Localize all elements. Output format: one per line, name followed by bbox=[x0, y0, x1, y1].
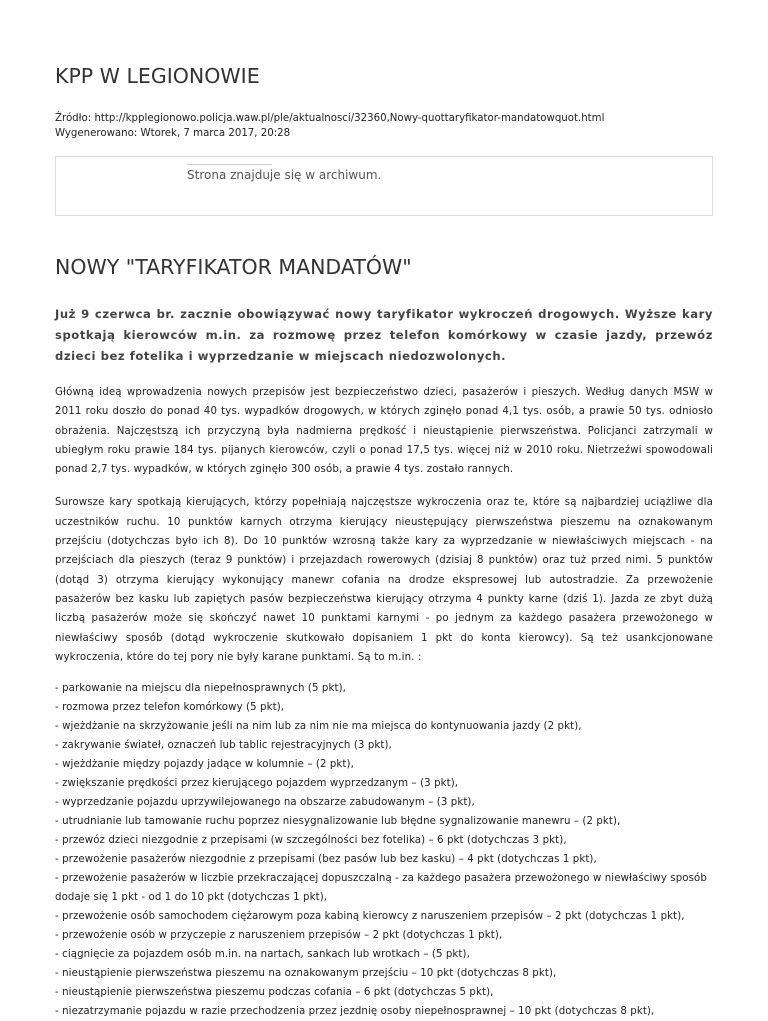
list-item: - wjeżdżanie między pojazdy jadące w kolumnie – (2 pkt), bbox=[55, 759, 354, 771]
list-item: - wjeżdżanie na skrzyżowanie jeśli na nim lub za nim nie ma miejsca do kontynuowania jazdy (2 pkt), bbox=[55, 721, 582, 733]
list-item: - przewożenie osób samochodem ciężarowym poza kabiną kierowcy z naruszeniem przepisów – 2 pkt (dotychczas 1 pkt), bbox=[55, 911, 685, 923]
article-lead: Już 9 czerwca br. zacznie obowiązywać nowy taryfikator wykroczeń drogowych. Wyższe kary spotkają kierowców m.in. za rozmowę przez telefon komórkowy w czasie jazdy, przewóz dzieci bez fotelika i wyprzedzanie w miejscach niedozwolonych. bbox=[55, 307, 713, 363]
source-line: Źródło: http://kpplegionowo.policja.waw.pl/ple/aktualnosci/32360,Nowy-quottaryfikator-mandatowquot.html bbox=[55, 113, 605, 124]
list-item: - przewożenie osób w przyczepie z naruszeniem przepisów – 2 pkt (dotychczas 1 pkt), bbox=[55, 930, 503, 942]
archive-notice-box bbox=[55, 156, 713, 216]
source-meta bbox=[55, 111, 713, 141]
list-item: - zwiększanie prędkości przez kierującego pojazdem wyprzedzanym – (3 pkt), bbox=[55, 778, 459, 790]
offence-list bbox=[55, 679, 713, 1021]
site-title: KPP W LEGIONOWIE bbox=[55, 64, 260, 88]
list-item: - parkowanie na miejscu dla niepełnosprawnych (5 pkt), bbox=[55, 683, 346, 695]
list-item: - zakrywanie świateł, oznaczeń lub tablic rejestracyjnych (3 pkt), bbox=[55, 740, 392, 752]
list-item: - rozmowa przez telefon komórkowy (5 pkt), bbox=[55, 702, 285, 714]
list-item: - przewóz dzieci niezgodnie z przepisami (w szczególności bez fotelika) – 6 pkt (dotychczas 3 pkt), bbox=[55, 835, 567, 847]
article-paragraph: Główną ideą wprowadzenia nowych przepisów jest bezpieczeństwo dzieci, pasażerów i pieszych. Według danych MSW w 2011 roku doszło do ponad 40 tys. wypadków drogowych, w których zginęło ponad 4,1 tys. osób, a prawie 50 tys. odniosło obrażenia. Najczęstszą ich przyczyną była nadmierna prędkość i nieustąpienie pierwszeństwa. Policjanci zatrzymali w ubiegłym roku prawie 184 tys. pijanych kierowców, czyli o ponad 17,5 tys. więcej niż w 2010 roku. Nietrzeźwi spowodowali ponad 2,7 tys. wypadków, w których zginęło 300 osób, a prawie 4 tys. zostało rannych. bbox=[55, 387, 713, 476]
list-item: - niezatrzymanie pojazdu w razie przechodzenia przez jezdnię osoby niepełnosprawnej – 10 pkt (dotychczas 8 pkt), bbox=[55, 1006, 655, 1018]
archive-notice-text: Strona znajduje się w archiwum. bbox=[187, 168, 382, 182]
list-item: - przewożenie pasażerów w liczbie przekraczającej dopuszczalną - za każdego pasażera przewożonego w niewłaściwy sposób dodaje się 1 pkt - od 1 do 10 pkt (dotychczas 1 pkt), bbox=[55, 873, 707, 904]
list-item: - przewożenie pasażerów niezgodnie z przepisami (bez pasów lub bez kasku) – 4 pkt (dotychczas 1 pkt), bbox=[55, 854, 597, 866]
list-item: - utrudnianie lub tamowanie ruchu poprzez niesygnalizowanie lub błędne sygnalizowanie manewru – (2 pkt), bbox=[55, 816, 621, 828]
generated-line: Wygenerowano: Wtorek, 7 marca 2017, 20:28 bbox=[55, 128, 291, 139]
list-item: - ciągnięcie za pojazdem osób m.in. na nartach, sankach lub wrotkach – (5 pkt), bbox=[55, 949, 470, 961]
archive-divider bbox=[187, 164, 272, 165]
article-paragraph: Surowsze kary spotkają kierujących, którzy popełniają najczęstsze wykroczenia oraz te, które są najbardziej uciążliwe dla uczestników ruchu. 10 punktów karnych otrzyma kierujący nieustępujący pierwszeństwa pieszemu na oznakowanym przejściu (dotychczas było ich 8). Do 10 punktów wzrosną także kary za wyprzedzanie w niewłaściwych miejscach - na przejściach dla pieszych (teraz 9 punktów) i przejazdach rowerowych (dzisiaj 8 punktów) oraz tuż przed nimi. 5 punktów (dotąd 3) otrzyma kierujący wykonujący manewr cofania na drodze ekspresowej lub autostradzie. Za przewożenie pasażerów bez kasku lub zapiętych pasów bezpieczeństwa kierujący otrzyma 4 punkty karne (dziś 1). Jazda ze zbyt dużą liczbą pasażerów może się skończyć nawet 10 punktami karnymi - po jednym za każdego pasażera przewożonego w niewłaściwy sposób (dotąd wykroczenie skutkowało dopisaniem 1 pkt do konta kierowcy). Są też usankcjonowane wykroczenia, które do tej pory nie były karane punktami. Są to m.in. : bbox=[55, 497, 713, 663]
article-title: NOWY "TARYFIKATOR MANDATÓW" bbox=[55, 255, 412, 279]
list-item: - nieustąpienie pierwszeństwa pieszemu na oznakowanym przejściu – 10 pkt (dotychczas 8 pkt), bbox=[55, 968, 557, 980]
list-item: - nieustąpienie pierwszeństwa pieszemu podczas cofania – 6 pkt (dotychczas 5 pkt), bbox=[55, 987, 494, 999]
list-item: - wyprzedzanie pojazdu uprzywilejowanego na obszarze zabudowanym – (3 pkt), bbox=[55, 797, 475, 809]
